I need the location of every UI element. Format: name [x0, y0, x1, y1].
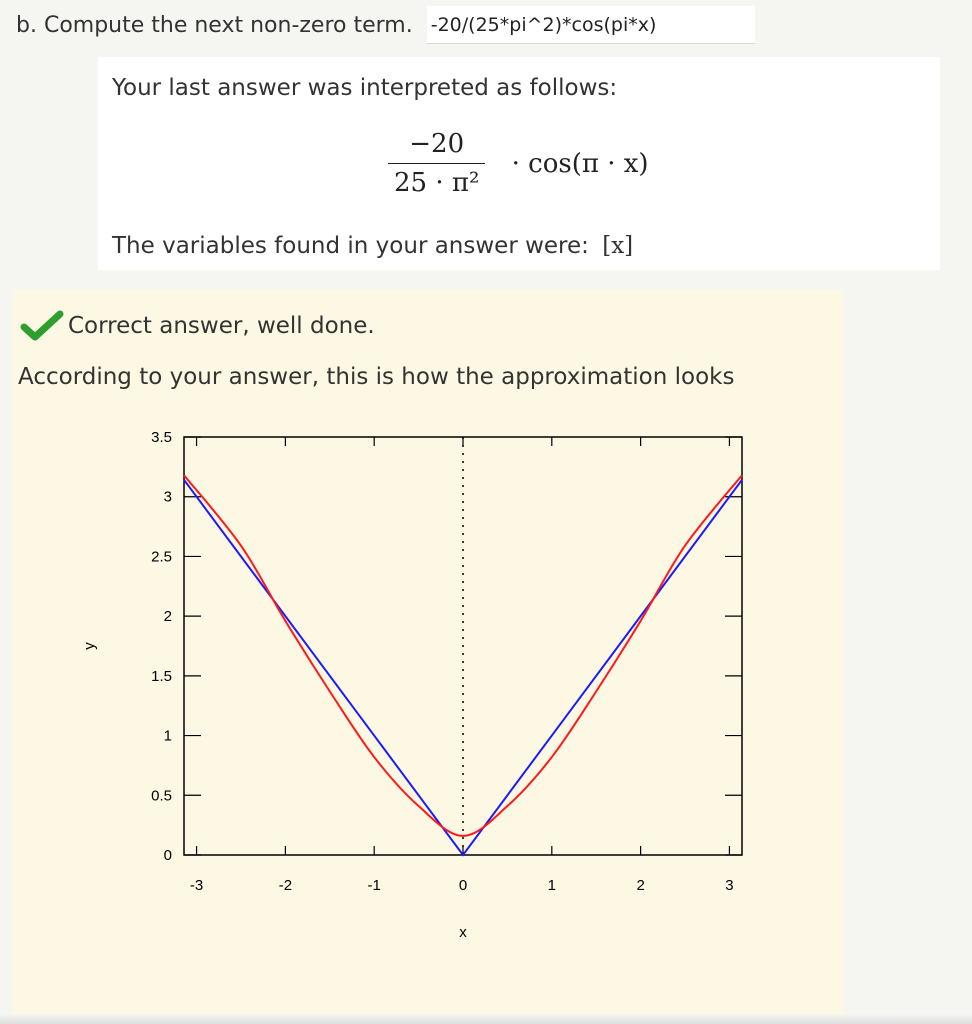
x-tick-label: -3 [189, 877, 204, 894]
y-tick-label: 1.5 [151, 667, 172, 685]
fraction-denominator: 25 · π² [388, 163, 485, 198]
variables-label: The variables found in your answer were: [112, 233, 589, 259]
x-tick-label: -2 [278, 877, 293, 894]
y-tick-label: 0.5 [151, 787, 172, 805]
x-tick-label: 0 [458, 877, 468, 894]
y-tick-label: 1 [163, 727, 172, 745]
x-tick-label: 1 [547, 877, 556, 894]
x-tick-label: -1 [367, 877, 381, 894]
fraction-numerator: −20 [409, 129, 465, 159]
approximation-message: According to your answer, this is how the approximation looks [18, 364, 735, 390]
page-bottom-edge [0, 1014, 972, 1024]
x-tick-label: 3 [725, 877, 734, 894]
x-axis-label: x [459, 924, 467, 941]
question-label: b. Compute the next non-zero term. [16, 12, 413, 38]
variables-value: [x] [602, 233, 634, 259]
y-tick-label: 2 [163, 608, 172, 626]
y-tick-label: 2.5 [151, 548, 172, 566]
y-tick-label: 0 [163, 847, 172, 864]
cosine-factor: · cos(π · x) [511, 148, 649, 179]
y-tick-label: 3 [163, 488, 172, 506]
interpretation-heading: Your last answer was interpreted as follows: [112, 75, 618, 101]
y-axis-label: y [80, 642, 98, 650]
x-tick-label: 2 [636, 877, 645, 894]
y-tick-label: 3.5 [151, 429, 172, 446]
answer-input[interactable]: -20/(25*pi^2)*cos(pi*x) [427, 6, 755, 44]
correct-message: Correct answer, well done. [68, 313, 375, 339]
